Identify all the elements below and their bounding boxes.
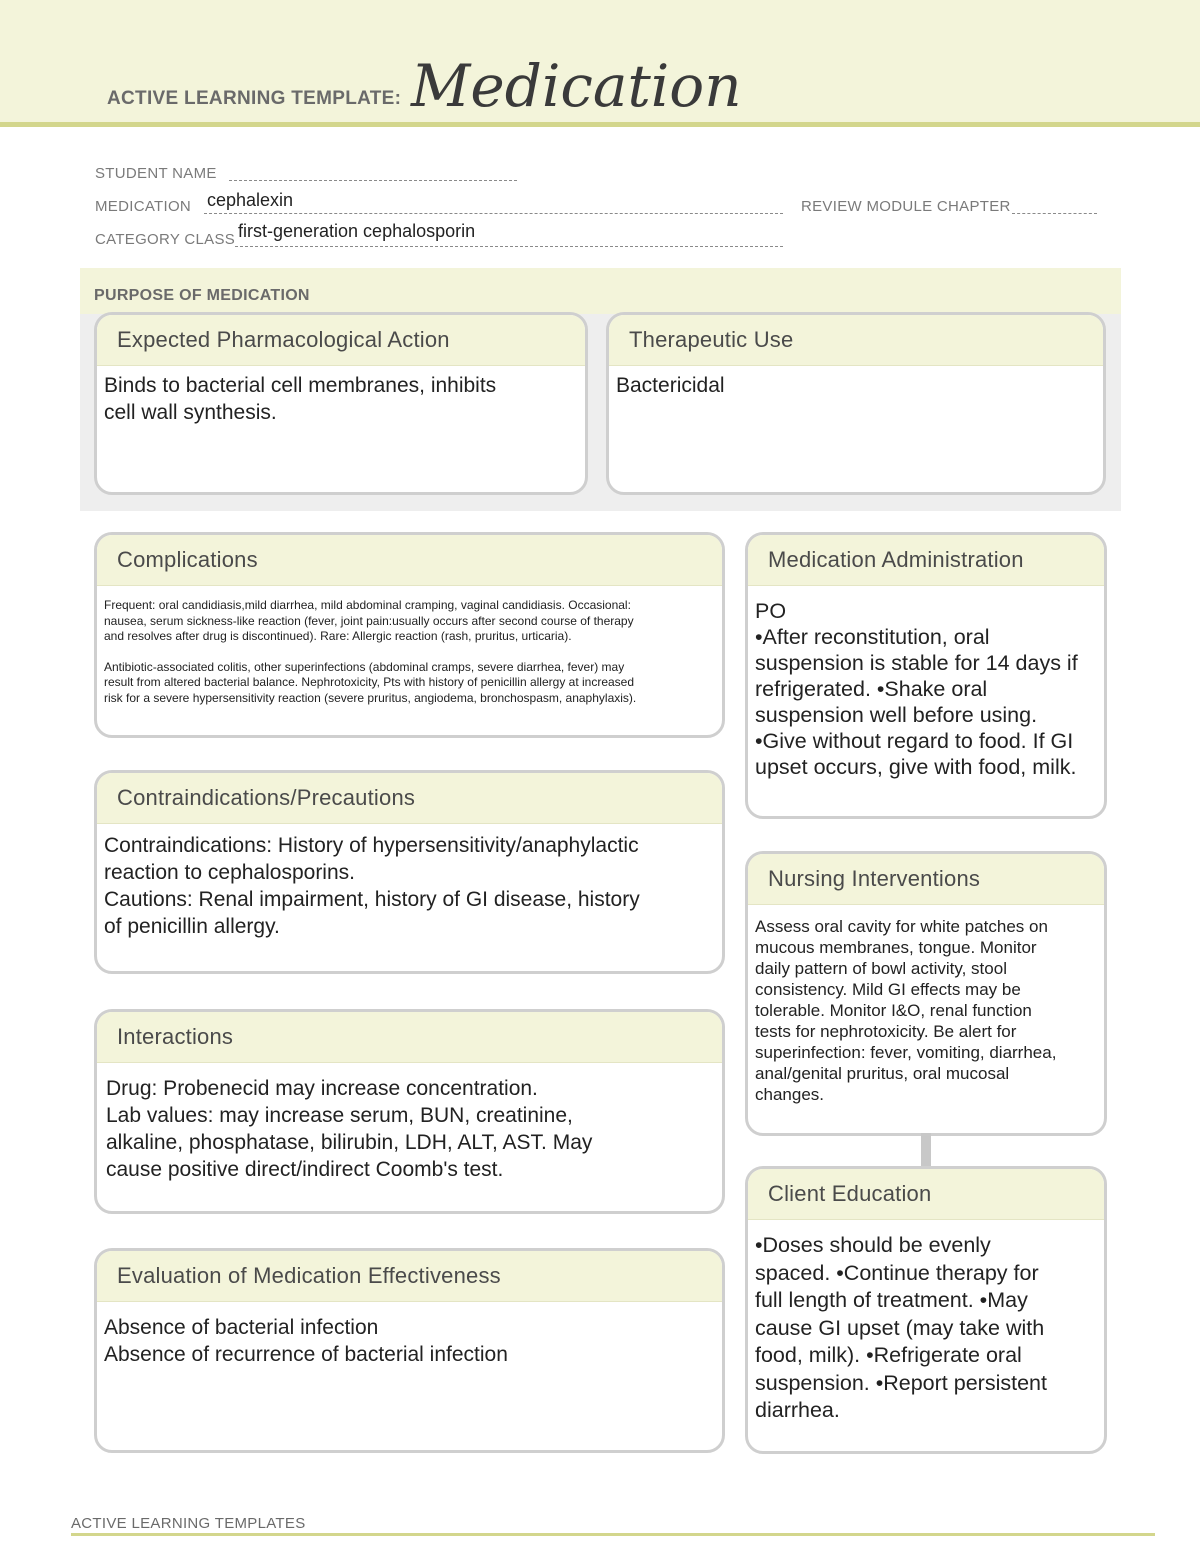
complications-line: Antibiotic-associated colitis, other superinfections (abdominal cramps, severe diarrhea, fever) may — [104, 659, 625, 674]
pharm-action-line: cell wall synthesis. — [104, 401, 277, 424]
nursing-line: superinfection: fever, vomiting, diarrhea, — [755, 1043, 1057, 1062]
complications-line: and resolves after drug is discontinued). Rare: Allergic reaction (rash, pruritus, urticaria). — [104, 629, 572, 643]
therapeutic-use-text: Bactericidal — [616, 374, 725, 397]
interactions-line: Lab values: may increase serum, BUN, creatinine, — [106, 1104, 573, 1127]
category-class-label: CATEGORY CLASS — [95, 231, 236, 248]
nursing-line: anal/genital pruritus, oral mucosal — [755, 1064, 1010, 1083]
contraindications-body — [97, 824, 722, 946]
medication-label: MEDICATION — [95, 198, 192, 215]
therapeutic-use-body — [609, 366, 1103, 405]
client-education-line: cause GI upset (may take with — [755, 1315, 1045, 1340]
header-rule — [0, 122, 1200, 127]
contraindications-line: of penicillin allergy. — [104, 915, 280, 938]
purpose-label: PURPOSE OF MEDICATION — [94, 287, 310, 304]
contraindications-line: reaction to cephalosporins. — [104, 861, 355, 884]
pharm-action-title: Expected Pharmacological Action — [97, 315, 585, 366]
administration-box — [745, 532, 1107, 819]
client-education-line: spaced. •Continue therapy for — [755, 1260, 1039, 1285]
complications-line: Frequent: oral candidiasis,mild diarrhea, mild abdominal cramping, vaginal candidiasis. Occasional: — [104, 598, 631, 612]
therapeutic-use-box — [606, 312, 1106, 495]
complications-line: risk for a severe hypersensitivity reaction (severe pruritus, angiodema, bronchospasm, anaphylaxis). — [104, 690, 637, 705]
box-connector — [921, 1133, 931, 1167]
client-education-line: suspension. •Report persistent — [755, 1370, 1047, 1395]
interactions-line: Drug: Probenecid may increase concentration. — [106, 1077, 538, 1100]
interactions-box — [94, 1009, 725, 1214]
footer-label: ACTIVE LEARNING TEMPLATES — [71, 1515, 306, 1532]
administration-line: PO — [755, 599, 787, 623]
evaluation-title: Evaluation of Medication Effectiveness — [97, 1251, 722, 1302]
complications-title: Complications — [97, 535, 722, 586]
contraindications-line: Contraindications: History of hypersensitivity/anaphylactic — [104, 834, 639, 857]
nursing-line: tests for nephrotoxicity. Be alert for — [755, 1022, 1017, 1041]
administration-line: suspension is stable for 14 days if — [755, 651, 1078, 675]
nursing-line: consistency. Mild GI effects may be — [755, 980, 1021, 999]
complications-body — [97, 586, 722, 712]
nursing-body — [748, 905, 1104, 1111]
evaluation-line: Absence of bacterial infection — [104, 1316, 379, 1339]
pharm-action-line: Binds to bacterial cell membranes, inhibits — [104, 374, 497, 397]
contraindications-box — [94, 770, 725, 974]
nursing-line: changes. — [755, 1085, 824, 1104]
nursing-line: tolerable. Monitor I&O, renal function — [755, 1001, 1032, 1020]
evaluation-line: Absence of recurrence of bacterial infection — [104, 1343, 508, 1366]
medication-value: cephalexin — [207, 190, 294, 210]
evaluation-box — [94, 1248, 725, 1453]
interactions-title: Interactions — [97, 1012, 722, 1063]
complications-line: result from altered bacterial balance. Nephrotoxicity, Pts with history of penicillin allergy at increased — [104, 675, 635, 689]
administration-line: •Give without regard to food. If GI — [755, 729, 1074, 753]
administration-line: upset occurs, give with food, milk. — [755, 755, 1077, 779]
student-name-line — [229, 180, 517, 181]
nursing-box — [745, 851, 1107, 1136]
student-name-label: STUDENT NAME — [95, 165, 217, 182]
medication-line — [204, 213, 783, 214]
contraindications-title: Contraindications/Precautions — [97, 773, 722, 824]
footer-rule — [71, 1533, 1155, 1536]
administration-line: refrigerated. •Shake oral — [755, 677, 988, 701]
client-education-body — [748, 1220, 1104, 1431]
administration-title: Medication Administration — [748, 535, 1104, 586]
contraindications-line: Cautions: Renal impairment, history of GI disease, history — [104, 888, 640, 911]
client-education-box — [745, 1166, 1107, 1454]
complications-box — [94, 532, 725, 738]
administration-line: •After reconstitution, oral — [755, 625, 990, 649]
interactions-line: cause positive direct/indirect Coomb's test. — [106, 1158, 504, 1181]
complications-line: nausea, serum sickness-like reaction (fever, joint pain:usually occurs after second course of therapy — [104, 613, 634, 628]
client-education-line: diarrhea. — [755, 1398, 840, 1422]
nursing-line: Assess oral cavity for white patches on — [755, 917, 1048, 936]
pharm-action-body — [97, 366, 585, 432]
template-label: ACTIVE LEARNING TEMPLATE: — [107, 88, 402, 109]
client-education-line: •Doses should be evenly — [755, 1233, 991, 1257]
client-education-line: full length of treatment. •May — [755, 1288, 1028, 1312]
client-education-title: Client Education — [748, 1169, 1104, 1220]
review-module-label: REVIEW MODULE CHAPTER — [801, 198, 1011, 215]
template-title: Medication — [411, 52, 742, 120]
administration-line: suspension well before using. — [755, 703, 1038, 727]
nursing-line: mucous membranes, tongue. Monitor — [755, 938, 1037, 957]
pharm-action-box — [94, 312, 588, 495]
nursing-title: Nursing Interventions — [748, 854, 1104, 905]
client-education-line: food, milk). •Refrigerate oral — [755, 1343, 1022, 1367]
category-class-line — [235, 246, 783, 247]
nursing-line: daily pattern of bowl activity, stool — [755, 959, 1007, 978]
administration-body — [748, 586, 1104, 786]
interactions-line: alkaline, phosphatase, bilirubin, LDH, ALT, AST. May — [106, 1131, 593, 1154]
category-class-value: first-generation cephalosporin — [238, 221, 476, 241]
evaluation-body — [97, 1302, 722, 1374]
therapeutic-use-title: Therapeutic Use — [609, 315, 1103, 366]
review-module-line — [1012, 213, 1097, 214]
interactions-body — [97, 1063, 722, 1189]
